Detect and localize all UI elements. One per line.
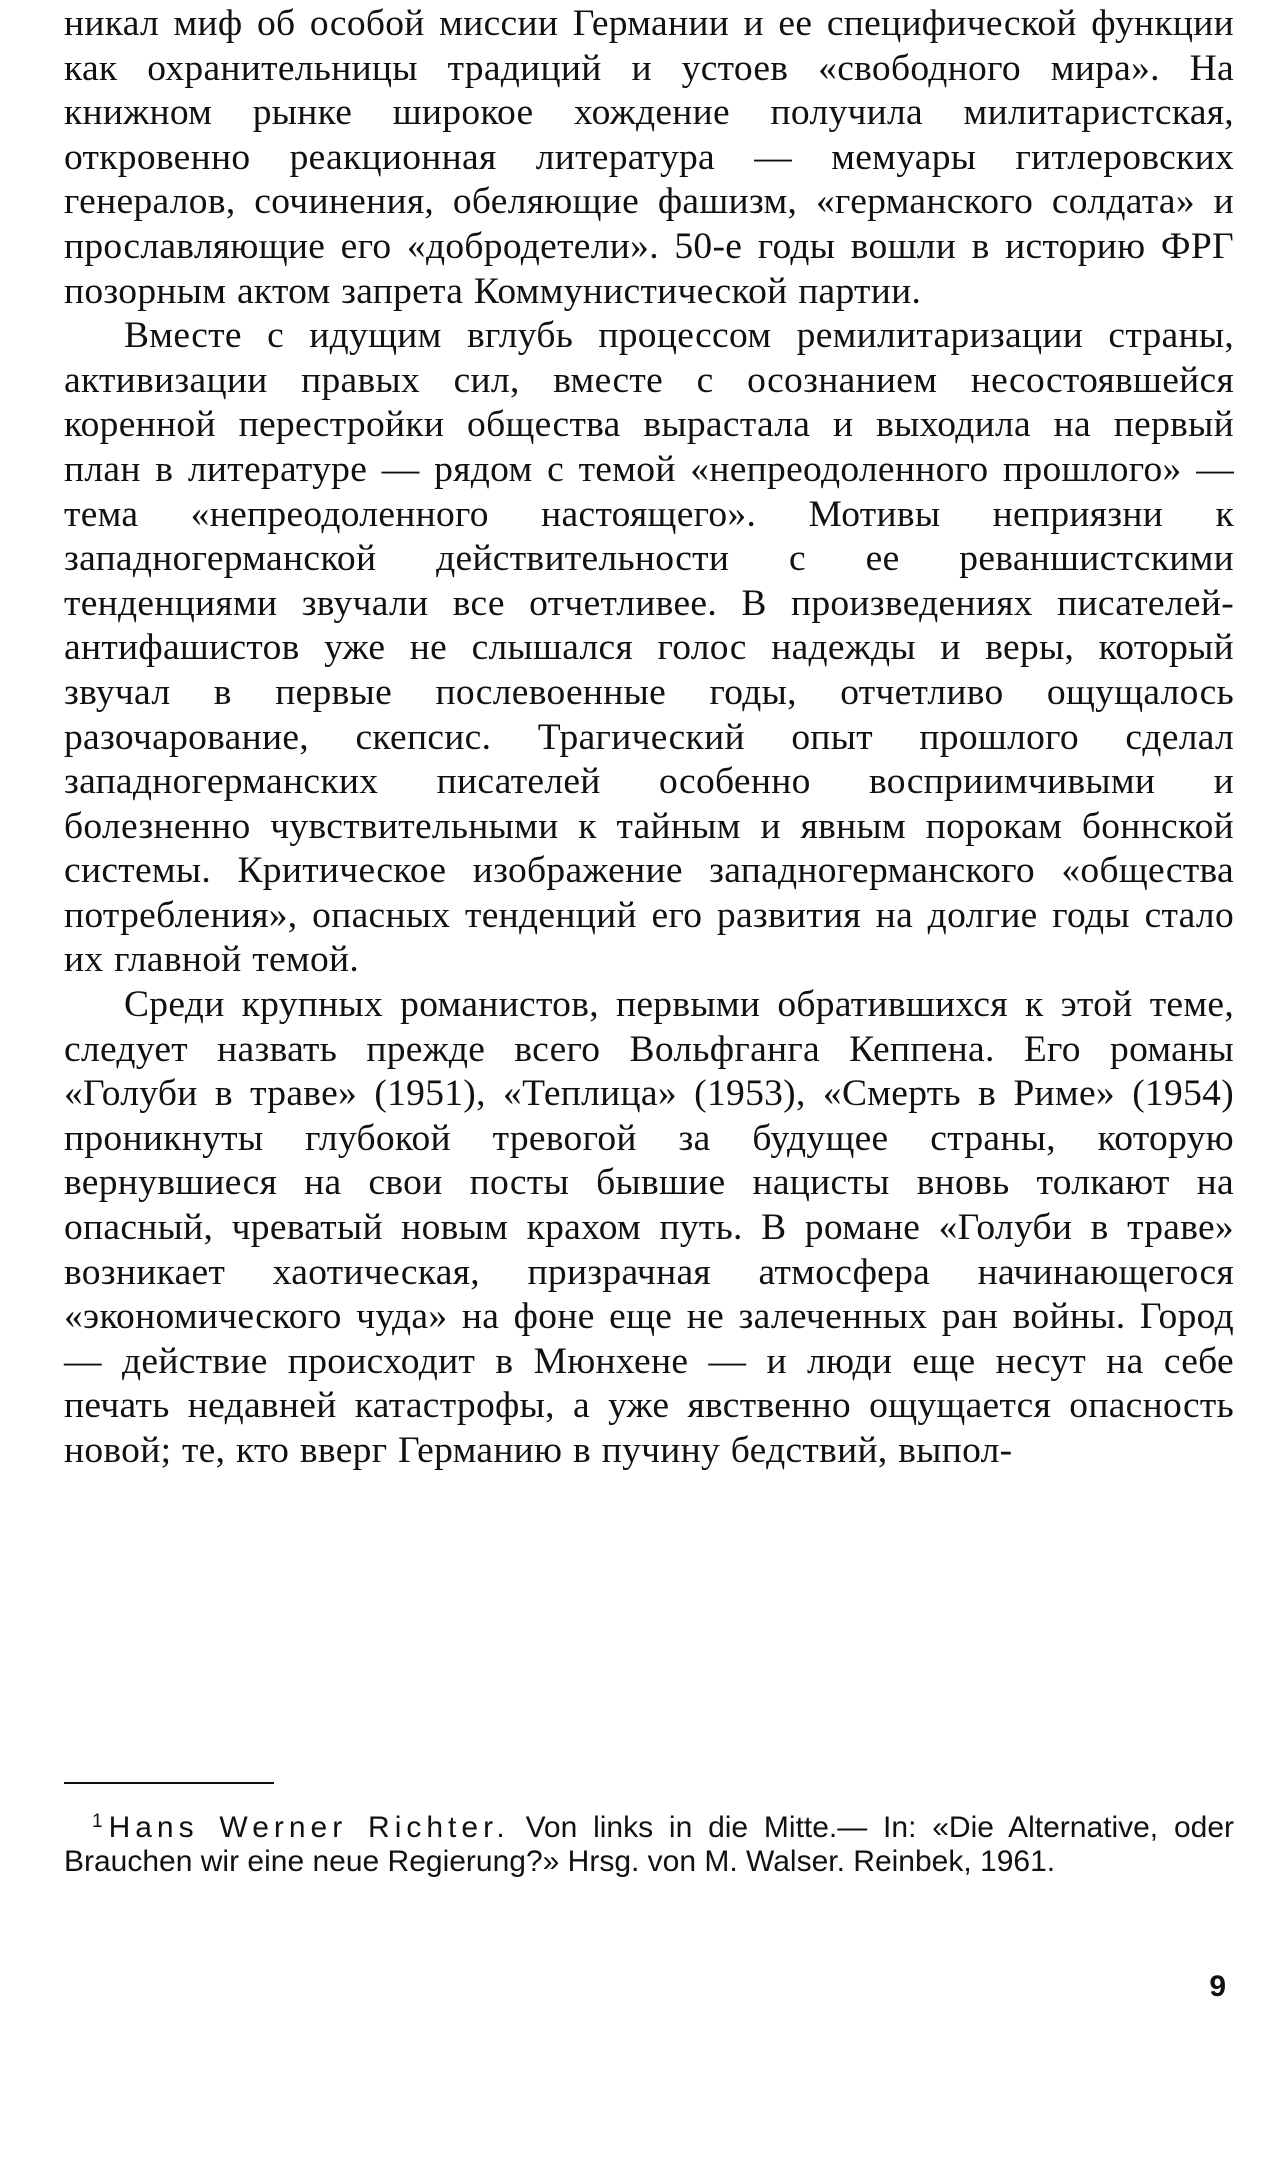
footnote-author: Hans Werner Richter. (108, 1811, 510, 1844)
footnote-text: Von links in die Mitte.— In: «Die Alternative, oder Brauchen wir eine neue Regierung?» Hrsg. von M. Walser. Reinbek, 1961. (64, 1811, 1234, 1878)
footnote-marker: 1 (92, 1811, 103, 1832)
footnote (64, 1805, 1234, 1879)
paragraph: Вместе с идущим вглубь процессом ремилитаризации страны, активизации правых сил, вместе с осознанием несостоявшейся коренной перестройки общества вырастала и выходила на первый план в литературе — рядом с темой «непреодоленного прошлого» — тема «непреодоленного настоящего». Мотивы неприязни к западногерманской действительности с ее реваншистскими тенденциями звучали все отчетливее. В произведениях писателей-антифашистов уже не слышался голос надежды и веры, который звучал в первые послевоенные годы, отчетливо ощущалось разочарование, скепсис. Трагический опыт прошлого сделал западногерманских писателей особенно восприимчивыми и болезненно чувствительными к тайным и явным порокам боннской системы. Критическое изображение западногерманского «общества потребления», опасных тенденций его развития на долгие годы стало их главной темой. (64, 315, 1234, 981)
page-number: 9 (1209, 1970, 1226, 2003)
footnote-divider (64, 1782, 274, 1784)
body-text (64, 2, 1234, 1474)
book-page (64, 0, 1234, 2172)
paragraph-continued: никал миф об особой миссии Германии и ее специфической функции как охранительницы традиций и устоев «свободного мира». На книжном рынке широкое хождение получила милитаристская, откровенно реакционная литература — мемуары гитлеровских генералов, сочинения, обеляющие фашизм, «германского солдата» и прославляющие его «добродетели». 50-е годы вошли в историю ФРГ позорным актом запрета Коммунистической партии. (64, 3, 1234, 312)
paragraph: Среди крупных романистов, первыми обратившихся к этой теме, следует назвать прежде всего Вольфганга Кеппена. Его романы «Голуби в траве» (1951), «Теплица» (1953), «Смерть в Риме» (1954) проникнуты глубокой тревогой за будущее страны, которую вернувшиеся на свои посты бывшие нацисты вновь толкают на опасный, чреватый новым крахом путь. В романе «Голуби в траве» возникает хаотическая, призрачная атмосфера начинающегося «экономического чуда» на фоне еще не залеченных ран войны. Город — действие происходит в Мюнхене — и люди еще несут на себе печать недавней катастрофы, а уже явственно ощущается опасность новой; те, кто вверг Германию в пучину бедствий, выпол- (64, 984, 1234, 1471)
